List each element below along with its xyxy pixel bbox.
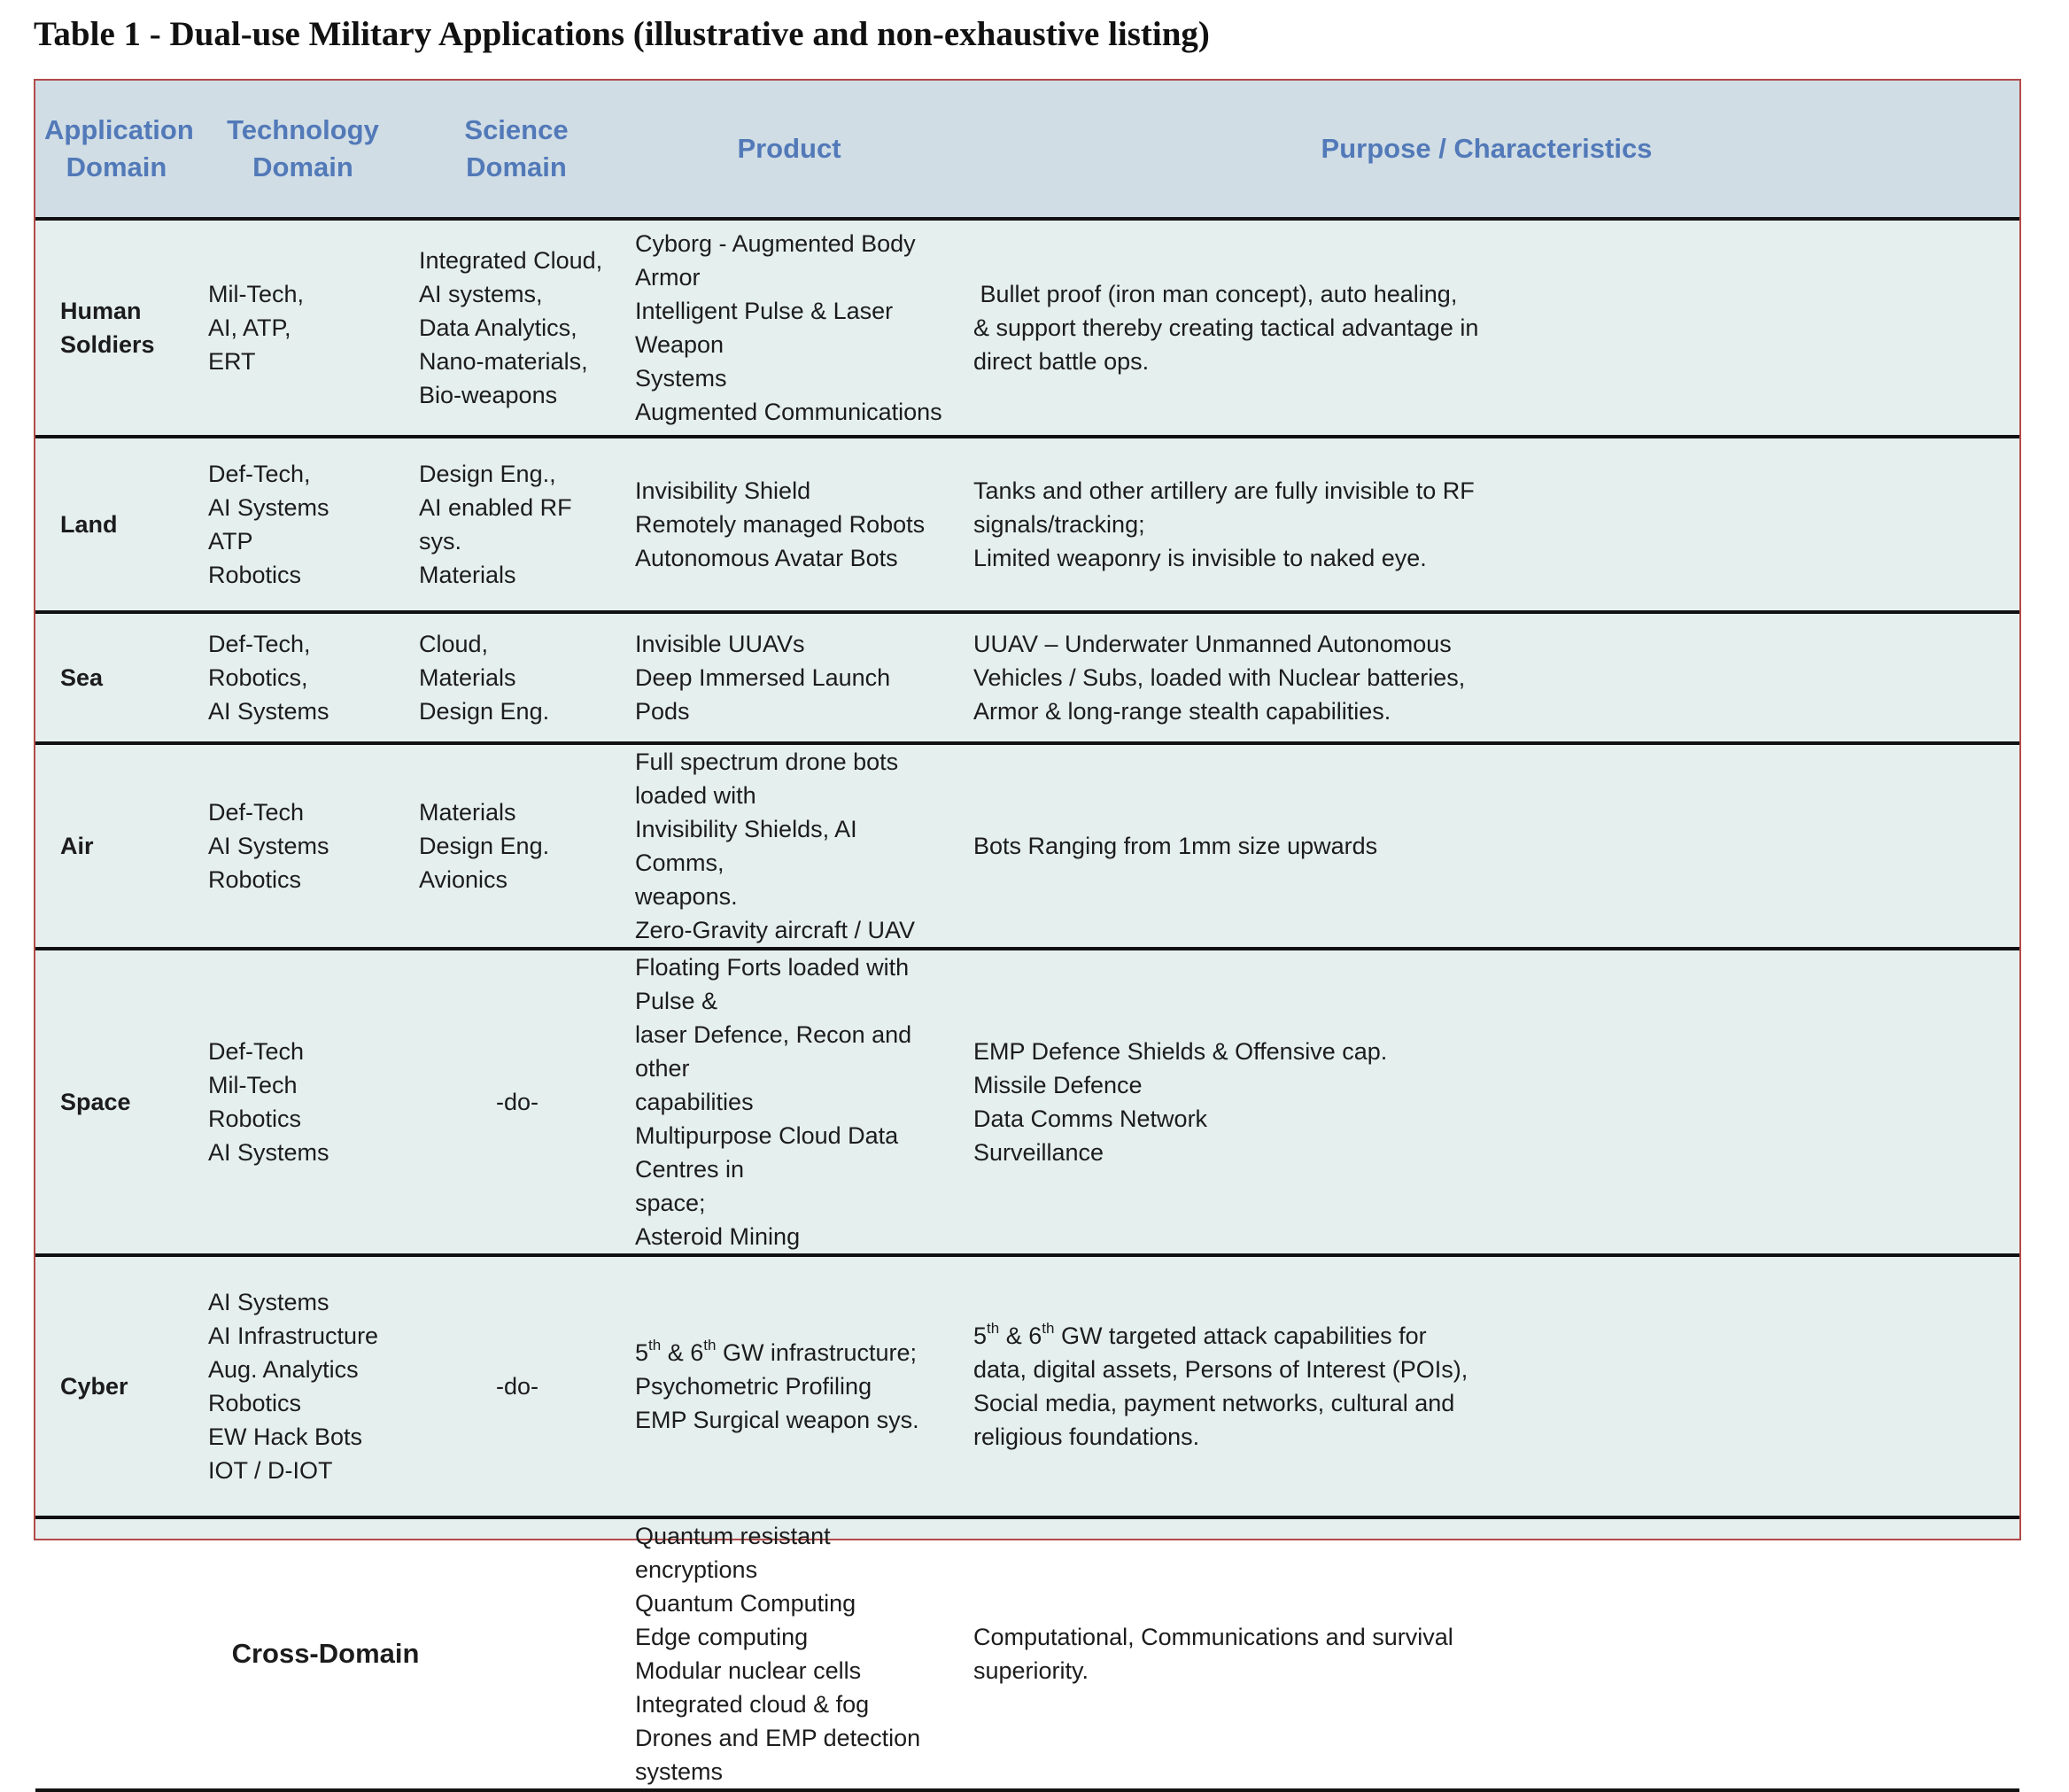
cell-purpose: EMP Defence Shields & Offensive cap. Missile Defence Data Comms Network Surveillance (954, 949, 2019, 1255)
cell-purpose: Computational, Communications and survival superiority. (954, 1517, 2019, 1790)
cell-science-domain: -do- (408, 949, 624, 1255)
applications-table (35, 81, 2019, 1792)
header-product: Product (624, 81, 954, 219)
cell-application-domain: Cyber (35, 1255, 198, 1517)
table-frame (34, 79, 2021, 1785)
table-row (35, 219, 2019, 437)
cell-technology-domain: AI Systems AI Infrastructure Aug. Analytics Robotics EW Hack Bots IOT / D-IOT (198, 1255, 408, 1517)
cell-product: Cyborg - Augmented Body Armor Intelligent Pulse & Laser Weapon Systems Augmented Communications (624, 219, 954, 437)
cell-application-domain: Human Soldiers (35, 219, 198, 437)
cell-purpose: 5th & 6th GW targeted attack capabilities for data, digital assets, Persons of Interest (POIs), Social media, payment networks, cultural and religious foundations. (954, 1255, 2019, 1517)
cell-technology-domain: Def-Tech Mil-Tech Robotics AI Systems (198, 949, 408, 1255)
cell-technology-domain: Def-Tech AI Systems Robotics (198, 743, 408, 949)
cell-cross-domain: Cross-Domain (35, 1517, 624, 1790)
header-application-domain: Application Domain (35, 81, 198, 219)
cell-science-domain: Integrated Cloud, AI systems, Data Analytics, Nano-materials, Bio-weapons (408, 219, 624, 437)
table-row (35, 612, 2019, 743)
cell-purpose: UUAV – Underwater Unmanned Autonomous Vehicles / Subs, loaded with Nuclear batteries, Armor & long-range stealth capabilities. (954, 612, 2019, 743)
cell-application-domain: Air (35, 743, 198, 949)
cell-purpose: Bullet proof (iron man concept), auto healing, & support thereby creating tactical advantage in direct battle ops. (954, 219, 2019, 437)
cell-application-domain: Sea (35, 612, 198, 743)
cell-technology-domain: Mil-Tech, AI, ATP, ERT (198, 219, 408, 437)
cell-science-domain: Design Eng., AI enabled RF sys. Materials (408, 437, 624, 612)
cell-purpose: Tanks and other artillery are fully invisible to RF signals/tracking; Limited weaponry is invisible to naked eye. (954, 437, 2019, 612)
cell-technology-domain: Def-Tech, Robotics, AI Systems (198, 612, 408, 743)
product-gw-line: 5th & 6th GW infrastructure; (635, 1337, 917, 1366)
header-row (35, 81, 2019, 219)
table-row (35, 437, 2019, 612)
cell-product: 5th & 6th GW infrastructure; Psychometric Profiling EMP Surgical weapon sys. (624, 1255, 954, 1517)
cell-technology-domain: Def-Tech, AI Systems ATP Robotics (198, 437, 408, 612)
cell-purpose: Bots Ranging from 1mm size upwards (954, 743, 2019, 949)
cell-science-domain: -do- (408, 1255, 624, 1517)
cell-product: Quantum resistant encryptions Quantum Computing Edge computing Modular nuclear cells Integrated cloud & fog Drones and EMP detection systems (624, 1517, 954, 1790)
header-purpose: Purpose / Characteristics (954, 81, 2019, 219)
cell-science-domain: Cloud, Materials Design Eng. (408, 612, 624, 743)
table-row (35, 1517, 2019, 1790)
table-caption: Table 1 - Dual-use Military Applications (illustrative and non-exhaustive listing) (34, 15, 1210, 53)
cell-product: Invisible UUAVs Deep Immersed Launch Pods (624, 612, 954, 743)
cell-application-domain: Space (35, 949, 198, 1255)
cell-product: Floating Forts loaded with Pulse & laser Defence, Recon and other capabilities Multipurpose Cloud Data Centres in space; Asteroid Mining (624, 949, 954, 1255)
table-row (35, 743, 2019, 949)
cell-product: Full spectrum drone bots loaded with Invisibility Shields, AI Comms, weapons. Zero-Gravity aircraft / UAV (624, 743, 954, 949)
cell-science-domain: Materials Design Eng. Avionics (408, 743, 624, 949)
cell-product: Invisibility Shield Remotely managed Robots Autonomous Avatar Bots (624, 437, 954, 612)
table-row (35, 949, 2019, 1255)
cell-application-domain: Land (35, 437, 198, 612)
header-science-domain: Science Domain (408, 81, 624, 219)
purpose-gw-line: 5th & 6th GW targeted attack capabilities for (973, 1320, 1427, 1349)
header-technology-domain: Technology Domain (198, 81, 408, 219)
table-row (35, 1255, 2019, 1517)
